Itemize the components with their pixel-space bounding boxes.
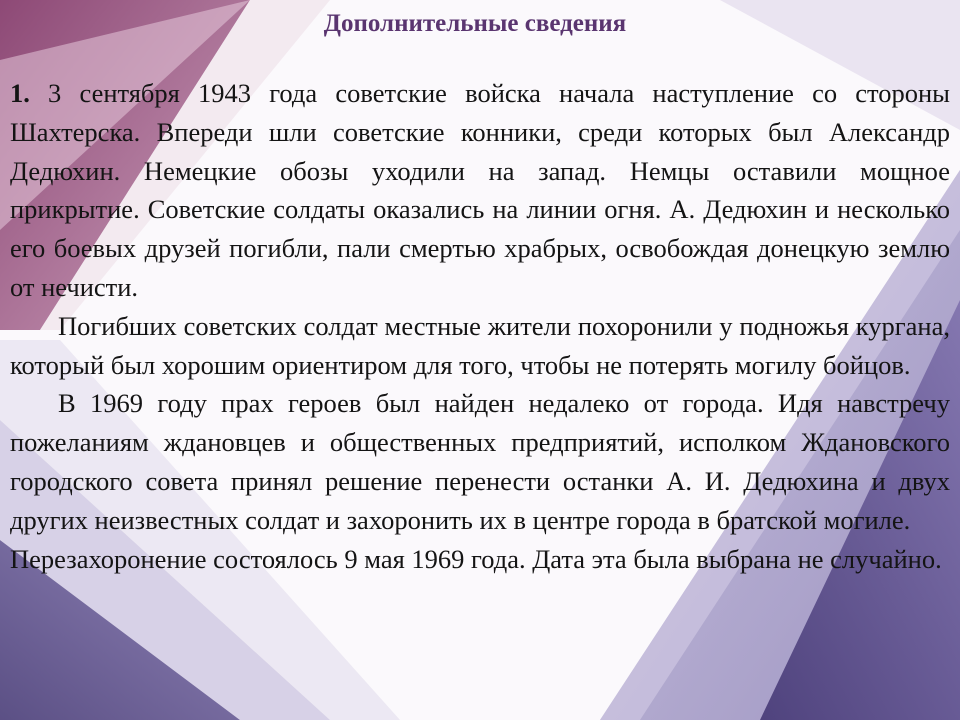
paragraph-2: Погибших советских солдат местные жители похоронили у подножья кургана, который был хорошим ориентиром для того, чтобы не потерять могилу бойцов. — [10, 310, 950, 380]
paragraph-1-text: 3 сентября 1943 года советские войска начала наступление со стороны Шахтерска. Впереди шли советские конники, среди которых был Александр Дедюхин. Немецкие обозы уходили на запад. Немцы оставили мощное прикрытие. Советские солдаты оказались на линии огня. А. Дедюхин и несколько его боевых друзей погибли, пали смертью храбрых, освобождая донецкую землю от нечисти. — [10, 78, 950, 302]
body-text — [10, 74, 950, 578]
paragraph-3: В 1969 году прах героев был найден недалеко от города. Идя навстречу пожеланиям ждановцев и общественных предприятий, исполком Ждановского городского совета принял решение перенести останки А. И. Дедюхина и двух других неизвестных солдат и захоронить их в центре города в братской могиле. — [10, 388, 950, 535]
paragraph-1 — [10, 74, 950, 307]
slide-title: Дополнительные сведения — [323, 10, 627, 37]
paragraph-number: 1. — [10, 78, 30, 108]
paragraph-4: Перезахоронение состоялось 9 мая 1969 года. Дата эта была выбрана не случайно. — [10, 543, 942, 574]
